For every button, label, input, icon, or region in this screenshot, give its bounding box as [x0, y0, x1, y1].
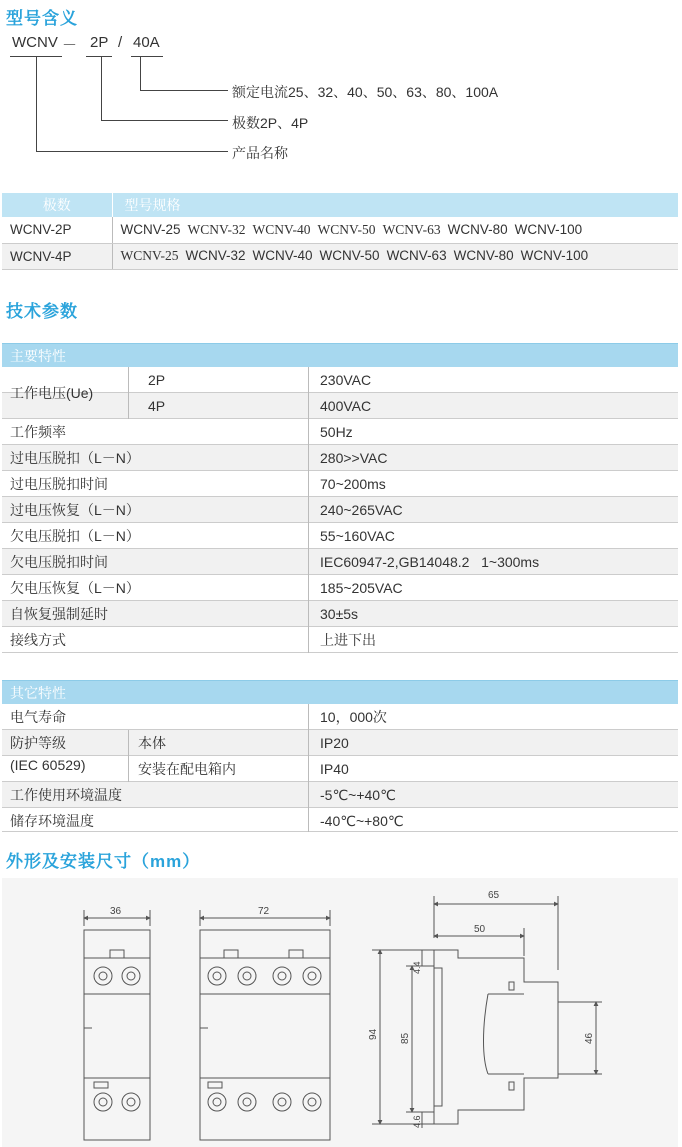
main-features-header: 主要特性 [2, 343, 678, 367]
model-item: WCNV-25 [120, 221, 181, 237]
protection-value: IP40 [320, 761, 349, 777]
dimension-drawing-svg [2, 878, 678, 1147]
param-value: -40℃~+80℃ [320, 813, 404, 829]
model-item: WCNV-80 [453, 248, 514, 263]
table-row [2, 549, 678, 575]
explain-poles: 极数2P、4P [232, 115, 309, 131]
model-code-name: WCNV [12, 34, 58, 51]
spec-header-poles: 极数 [2, 193, 112, 217]
leader-poles-v [101, 57, 102, 121]
table-row [2, 575, 678, 601]
table-row [2, 497, 678, 523]
voltage-value: 230VAC [320, 372, 372, 388]
table-row [2, 419, 678, 445]
table-row [2, 601, 678, 627]
table-row [2, 704, 678, 730]
other-features-header: 其它特性 [2, 680, 678, 704]
param-value: 55~160VAC [320, 528, 395, 544]
side-view [372, 896, 602, 1128]
model-item: WCNV-63 [386, 248, 447, 263]
protection-sub-label: 本体 [138, 735, 166, 751]
front-view-2p [84, 910, 150, 1140]
param-label: 工作使用环境温度 [10, 787, 122, 803]
dim-depth-total: 65 [488, 890, 500, 901]
table-row [2, 523, 678, 549]
voltage-sub-label: 4P [148, 398, 166, 414]
dim-height-front: 46 [584, 1032, 595, 1044]
table-row [2, 471, 678, 497]
other-features-table [2, 680, 678, 828]
table-row [2, 627, 678, 653]
leader-current-h [140, 90, 228, 91]
table-row [2, 217, 678, 243]
column-divider [128, 730, 129, 782]
dim-bottom: 4.6 [412, 1115, 422, 1128]
param-value: -5℃~+40℃ [320, 787, 396, 803]
column-divider [128, 367, 129, 419]
protection-value: IP20 [320, 735, 349, 751]
model-item: WCNV-40 [252, 248, 313, 263]
model-code-current: 40A [133, 34, 160, 51]
table-row [2, 393, 678, 419]
param-value: IEC60947-2,GB14048.2 1~300ms [320, 554, 540, 570]
column-divider [308, 367, 309, 653]
param-value: 240~265VAC [320, 502, 403, 518]
param-label: 储存环境温度 [10, 813, 94, 829]
model-item: WCNV-40 [252, 221, 311, 237]
model-item: WCNV-50 [319, 248, 380, 263]
table-row [2, 782, 678, 808]
spec-models-cell [112, 243, 678, 269]
param-label: 过电压脱扣（L－N） [10, 450, 140, 466]
spec-poles-cell: WCNV-2P [2, 217, 112, 243]
dim-top: 4.4 [412, 961, 422, 974]
section-title-tech-params: 技术参数 [6, 302, 78, 321]
param-value: 30±5s [320, 606, 359, 622]
param-label: 过电压脱扣时间 [10, 476, 108, 492]
section-title-model-meaning: 型号含义 [6, 9, 78, 28]
model-code [12, 34, 160, 136]
model-code-poles: 2P [90, 34, 109, 51]
model-item: WCNV-100 [520, 248, 589, 263]
explain-current: 额定电流25、32、40、50、63、80、100A [232, 84, 499, 100]
voltage-label: 工作电压(Ue) [10, 385, 94, 401]
spec-table-header [2, 193, 678, 217]
spec-header-models: 型号规格 [112, 193, 678, 217]
dim-width-2p: 36 [110, 906, 122, 917]
model-spec-table [2, 193, 678, 270]
param-label: 欠电压恢复（L－N） [10, 580, 140, 596]
table-row [2, 445, 678, 471]
param-value: 185~205VAC [320, 580, 403, 596]
param-value: 280>>VAC [320, 450, 388, 466]
spec-poles-cell: WCNV-4P [2, 243, 112, 269]
main-features-table [2, 343, 678, 656]
dim-width-4p: 72 [258, 906, 270, 917]
model-item: WCNV-25 [120, 248, 179, 263]
param-label: 过电压恢复（L－N） [10, 502, 140, 518]
section-title-dimensions: 外形及安装尺寸（mm） [6, 852, 201, 871]
param-label: 欠电压脱扣（L－N） [10, 528, 140, 544]
voltage-value: 400VAC [320, 398, 372, 414]
model-item: WCNV-63 [382, 221, 441, 237]
param-value: 50Hz [320, 424, 353, 440]
voltage-sub-label: 2P [148, 372, 166, 388]
model-code-slash: / [118, 34, 123, 51]
param-label: 欠电压脱扣时间 [10, 554, 108, 570]
underline-poles [86, 56, 112, 57]
param-label: 接线方式 [10, 632, 66, 648]
param-value: 10，000次 [320, 709, 387, 725]
model-code-dash: － [62, 37, 78, 54]
protection-label: 防护等级 [10, 735, 66, 751]
model-item: WCNV-32 [187, 221, 246, 237]
spec-models-cell [112, 217, 678, 243]
table-row [2, 367, 678, 393]
param-value: 上进下出 [320, 632, 376, 648]
dim-depth-rail: 50 [474, 924, 486, 935]
param-label: 自恢复强制延时 [10, 606, 108, 622]
protection-standard: (IEC 60529) [10, 757, 86, 773]
param-value: 70~200ms [320, 476, 386, 492]
table-row [2, 730, 678, 756]
dim-height-body: 85 [400, 1032, 411, 1044]
table-row [2, 243, 678, 269]
model-item: WCNV-80 [447, 221, 508, 237]
underline-current [131, 56, 163, 57]
model-item: WCNV-50 [317, 221, 376, 237]
leader-current-v [140, 57, 141, 91]
explain-name: 产品名称 [232, 145, 288, 161]
column-divider [308, 704, 309, 832]
model-item: WCNV-100 [514, 221, 583, 237]
dimension-drawing [2, 878, 678, 1147]
param-label: 电气寿命 [10, 709, 66, 725]
leader-name-v [36, 57, 37, 152]
leader-poles-h [101, 120, 228, 121]
param-label: 工作频率 [10, 424, 66, 440]
model-item: WCNV-32 [185, 248, 246, 263]
protection-sub-label: 安装在配电箱内 [138, 761, 236, 777]
table-row [2, 808, 678, 832]
leader-name-h [36, 151, 228, 152]
table-row [2, 756, 678, 782]
dim-height-total: 94 [368, 1028, 379, 1040]
front-view-4p [200, 910, 330, 1140]
